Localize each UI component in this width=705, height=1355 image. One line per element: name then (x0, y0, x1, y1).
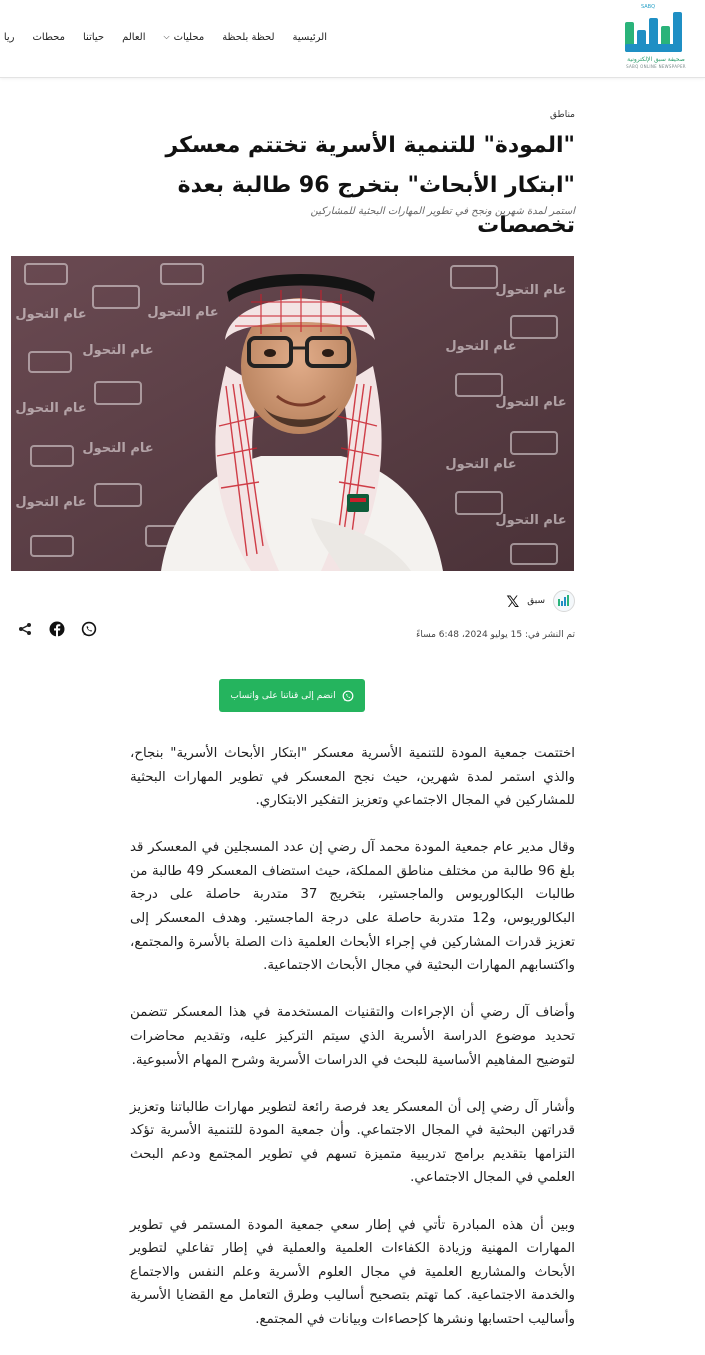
nav-life[interactable]: حياتنا (83, 31, 105, 43)
nav-sports[interactable]: ريا (3, 31, 15, 43)
article-paragraph: وبين أن هذه المبادرة تأتي في إطار سعي جمعية المودة المستمر في تطوير المهارات المهنية وزيادة الكفاءات العلمية والعملية في إطار تفاعلي لتطوير الأبحاث والمشاريع العلمية في مجال العلوم الأسرية وعلم النفس والاجتماع والخدمة الاجتماعية. كما تهتم بتصحيح أساليب وطرق التعامل مع القضايا الأسرية وأساليب احتسابها ونشرها كإحصاءات وبيانات في المجتمع. (130, 1217, 575, 1327)
backdrop-text: عام التحول (495, 513, 567, 528)
nav-stations[interactable]: محطات (32, 31, 65, 43)
logo-tagline: صحيفة سبق الإلكترونية (627, 56, 685, 63)
whatsapp-channel-button[interactable] (219, 679, 365, 712)
whatsapp-icon (342, 690, 354, 702)
facebook-icon[interactable] (48, 620, 66, 638)
share-bar (16, 620, 98, 638)
whatsapp-icon[interactable] (80, 620, 98, 638)
nav-live[interactable]: لحظة بلحظة (222, 31, 275, 43)
nav-local-label: محليات (173, 31, 205, 43)
backdrop-text: عام التحول (445, 457, 517, 472)
backdrop-text: عام التحول (82, 441, 154, 456)
backdrop-text: عام التحول (82, 343, 154, 358)
nav-world[interactable]: العالم (122, 31, 146, 43)
article-title: "المودة" للتنمية الأسرية تختتم معسكر "ابتكار الأبحاث" بتخرج 96 طالبة بعدة تخصصات (165, 133, 575, 238)
article-paragraph: اختتمت جمعية المودة للتنمية الأسرية معسكر "ابتكار الأبحاث الأسرية" بنجاح، والذي استمر لمدة شهرين، حيث نجح المعسكر في تطوير المهارات البحثية للمشاركين في المجال الاجتماعي وتعزيز التفكير الابتكاري. (130, 746, 575, 809)
publish-date: تم النشر في: 15 يوليو 2024، 6:48 مساءً (416, 630, 575, 640)
backdrop-text: عام التحول (495, 283, 567, 298)
whatsapp-channel-label: انضم إلى قناتنا على واتساب (230, 690, 336, 701)
nav-home[interactable]: الرئيسية (292, 31, 327, 43)
article-paragraph: وقال مدير عام جمعية المودة محمد آل رضي إن عدد المسجلين في المعسكر قد بلغ 96 طالبة من مختلف مناطق المملكة، حيث استضاف المعسكر 49 طالبة من طالبات البكالوريوس والماجستير، بتخريج 37 متدربة حاصلة على درجة البكالوريوس، و12 متدربة حاصلة على درجة الماجستير. وهدف المعسكر إلى تعزيز قدرات المشاركين في إجراء الأبحاث العلمية ذات الصلة بالأسرة والمجتمع، واكتسابهم المهارات البحثية في مجال الأبحاث الاجتماعية. (130, 840, 575, 974)
article-body (130, 742, 575, 1355)
author-avatar[interactable] (553, 590, 575, 612)
logo-tagline-en: SABQ ONLINE NEWSPAPER (626, 64, 686, 69)
article-subtitle: استمر لمدة شهرين ونجح في تطوير المهارات البحثية للمشاركين (310, 206, 575, 217)
share-icon[interactable] (16, 620, 34, 638)
backdrop-text: عام التحول (495, 395, 567, 410)
article-paragraph: وأضاف آل رضي أن الإجراءات والتقنيات المستخدمة في هذا المعسكر تتضمن تحديد موضوع الدراسة الأسرية الذي سيتم التركيز عليه، وتقديم محاضرات لتوضيح المفاهيم الأساسية للبحث في الدراسات الأسرية وشرح المهام الأسبوعية. (130, 1005, 575, 1068)
backdrop-text: عام التحول (15, 401, 87, 416)
article-paragraph: وأشار آل رضي إلى أن المعسكر يعد فرصة رائعة لتطوير مهارات طالباتنا وتعزيز قدراتهن البحثية في المجال الاجتماعي. وأن جمعية المودة للتنمية الأسرية تؤكد التزامها بتقديم برامج تدريبية متميزة تسهم في تطوير المجتمع ودعم البحث العلمي في المجال الاجتماعي. (130, 1099, 575, 1186)
breadcrumb[interactable]: مناطق (550, 110, 575, 120)
author-logo-icon (557, 595, 571, 607)
site-header (0, 0, 705, 78)
chevron-down-icon: ⌵ (163, 32, 170, 41)
article-hero-image (11, 256, 574, 571)
backdrop-text: عام التحول (445, 339, 517, 354)
backdrop-text: عام التحول (15, 495, 87, 510)
author-row (502, 590, 575, 612)
author-name[interactable]: سبق (527, 596, 545, 606)
site-logo[interactable] (621, 4, 691, 72)
backdrop-text: عام التحول (147, 305, 219, 320)
hero-photo (11, 256, 574, 571)
main-nav (0, 28, 327, 46)
backdrop-text: عام التحول (15, 307, 87, 322)
logo-mark (623, 8, 689, 54)
x-icon[interactable]: 𝕏 (506, 591, 520, 611)
nav-local[interactable] (164, 32, 205, 43)
logo-mini-text: SABQ (641, 4, 656, 10)
